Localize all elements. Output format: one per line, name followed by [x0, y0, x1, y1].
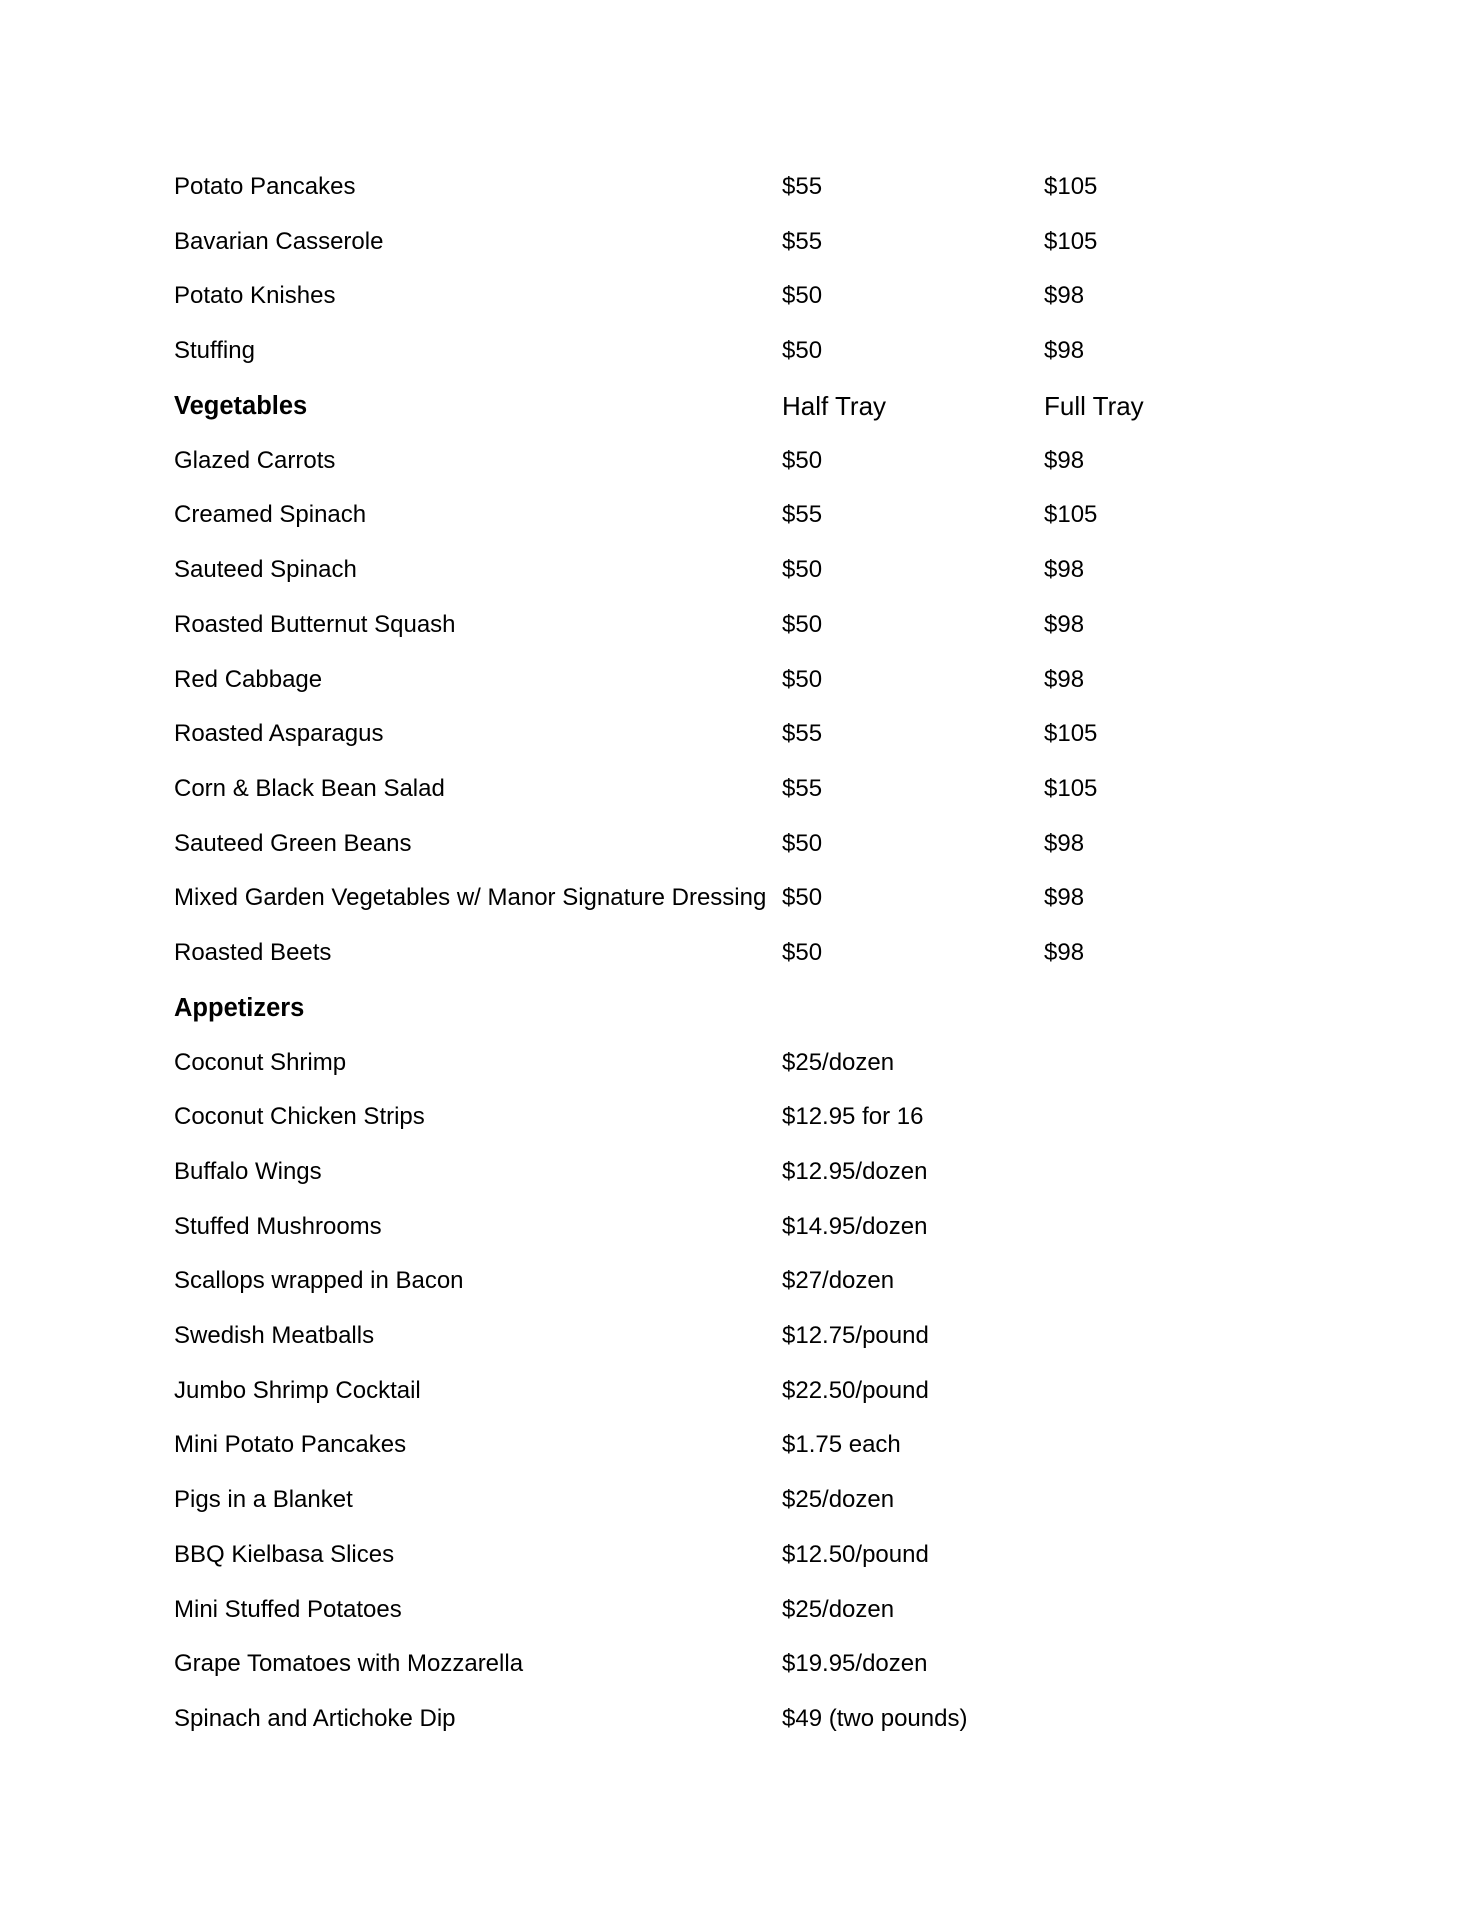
item-price: $1.75 each: [782, 1431, 901, 1459]
menu-row: [174, 859, 1354, 914]
appetizers-section-header: [174, 968, 1354, 1023]
item-price: $49 (two pounds): [782, 1704, 968, 1732]
item-name: Mini Potato Pancakes: [174, 1431, 407, 1459]
item-name: Sauteed Spinach: [174, 556, 357, 584]
item-price: $12.75/pound: [782, 1322, 929, 1350]
menu-row: [174, 1406, 1354, 1461]
item-name: Mini Stuffed Potatoes: [174, 1595, 402, 1623]
item-name: Swedish Meatballs: [174, 1322, 375, 1350]
menu-price-list: [174, 172, 1354, 1734]
menu-row: [174, 1023, 1354, 1078]
full-tray-price: $98: [1044, 556, 1085, 584]
item-price: $25/dozen: [782, 1048, 895, 1076]
menu-row: [174, 172, 1354, 202]
item-name: Roasted Beets: [174, 938, 332, 966]
menu-row: [174, 202, 1354, 257]
half-tray-price: $50: [782, 282, 823, 310]
menu-row: [174, 1515, 1354, 1570]
menu-row: [174, 695, 1354, 750]
half-tray-price: $55: [782, 501, 823, 529]
section-title: Appetizers: [174, 993, 305, 1022]
full-tray-price: $98: [1044, 665, 1085, 693]
menu-row: [174, 585, 1354, 640]
item-name: Pigs in a Blanket: [174, 1486, 353, 1514]
item-name: Mixed Garden Vegetables w/ Manor Signature Dressing: [174, 884, 767, 912]
full-tray-price: $98: [1044, 884, 1085, 912]
item-name: Stuffing: [174, 337, 255, 365]
half-tray-price: $55: [782, 720, 823, 748]
item-price: $12.95 for 16: [782, 1103, 924, 1131]
menu-row: [174, 749, 1354, 804]
full-tray-price: $98: [1044, 446, 1085, 474]
full-tray-price: $98: [1044, 829, 1085, 857]
item-name: Roasted Asparagus: [174, 720, 384, 748]
menu-row: [174, 640, 1354, 695]
item-name: Bavarian Casserole: [174, 227, 384, 255]
half-tray-price: $50: [782, 938, 823, 966]
half-tray-price: $50: [782, 337, 823, 365]
half-tray-price: $50: [782, 610, 823, 638]
menu-row: [174, 1187, 1354, 1242]
full-tray-price: $105: [1044, 720, 1098, 748]
item-price: $25/dozen: [782, 1486, 895, 1514]
full-tray-price: $105: [1044, 227, 1098, 255]
half-tray-price: $55: [782, 227, 823, 255]
menu-row: [174, 1570, 1354, 1625]
menu-row: [174, 1132, 1354, 1187]
item-price: $14.95/dozen: [782, 1212, 928, 1240]
item-name: Jumbo Shrimp Cocktail: [174, 1376, 421, 1404]
item-name: Coconut Chicken Strips: [174, 1103, 425, 1131]
item-name: Red Cabbage: [174, 665, 323, 693]
menu-row: [174, 913, 1354, 968]
menu-row: [174, 257, 1354, 312]
full-tray-header: Full Tray: [1044, 391, 1144, 422]
menu-row: [174, 1625, 1354, 1680]
menu-row: [174, 476, 1354, 531]
item-name: Potato Knishes: [174, 282, 336, 310]
full-tray-price: $98: [1044, 337, 1085, 365]
menu-row: [174, 1242, 1354, 1297]
item-price: $12.95/dozen: [782, 1158, 928, 1185]
item-name: Corn & Black Bean Salad: [174, 774, 445, 802]
item-name: Scallops wrapped in Bacon: [174, 1267, 464, 1295]
half-tray-price: $50: [782, 446, 823, 474]
half-tray-price: $55: [782, 774, 823, 802]
item-name: Sauteed Green Beans: [174, 829, 412, 857]
item-name: Creamed Spinach: [174, 501, 367, 529]
item-price: $27/dozen: [782, 1267, 895, 1295]
item-name: Roasted Butternut Squash: [174, 610, 456, 638]
menu-row: [174, 421, 1354, 476]
item-name: Grape Tomatoes with Mozzarella: [174, 1650, 524, 1678]
item-price: $12.50/pound: [782, 1540, 929, 1568]
menu-row: [174, 804, 1354, 859]
half-tray-price: $55: [782, 173, 823, 200]
menu-row: [174, 1078, 1354, 1133]
item-name: Coconut Shrimp: [174, 1048, 347, 1076]
item-name: Potato Pancakes: [174, 173, 356, 200]
full-tray-price: $98: [1044, 938, 1085, 966]
half-tray-price: $50: [782, 556, 823, 584]
full-tray-price: $98: [1044, 610, 1085, 638]
item-price: $22.50/pound: [782, 1376, 929, 1404]
item-name: BBQ Kielbasa Slices: [174, 1540, 395, 1568]
menu-row: [174, 1460, 1354, 1515]
item-name: Stuffed Mushrooms: [174, 1212, 382, 1240]
item-price: $19.95/dozen: [782, 1650, 928, 1678]
vegetables-section-header: [174, 366, 1354, 421]
full-tray-price: $98: [1044, 282, 1085, 310]
half-tray-price: $50: [782, 829, 823, 857]
half-tray-price: $50: [782, 665, 823, 693]
item-price: $25/dozen: [782, 1595, 895, 1623]
full-tray-price: $105: [1044, 173, 1098, 200]
menu-row: [174, 1296, 1354, 1351]
menu-row: [174, 1351, 1354, 1406]
menu-row: [174, 530, 1354, 585]
half-tray-price: $50: [782, 884, 823, 912]
section-title: Vegetables: [174, 392, 308, 421]
menu-row: [174, 1679, 1354, 1734]
item-name: Buffalo Wings: [174, 1158, 322, 1185]
full-tray-price: $105: [1044, 501, 1098, 529]
item-name: Spinach and Artichoke Dip: [174, 1704, 456, 1732]
full-tray-price: $105: [1044, 774, 1098, 802]
item-name: Glazed Carrots: [174, 446, 336, 474]
half-tray-header: Half Tray: [782, 391, 887, 422]
menu-row: [174, 311, 1354, 366]
